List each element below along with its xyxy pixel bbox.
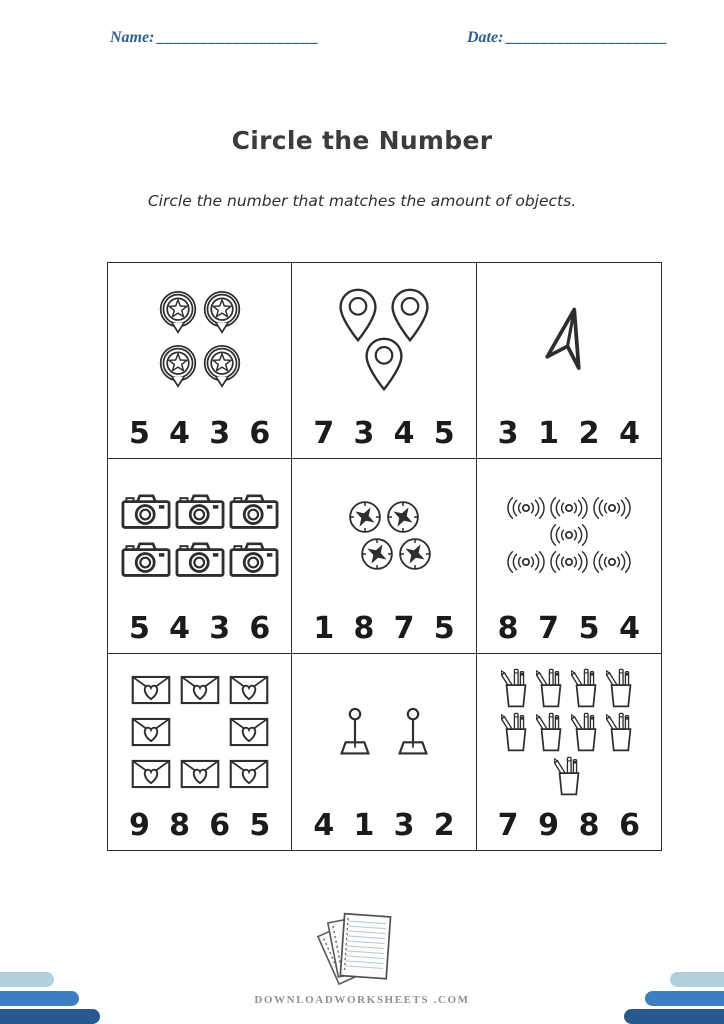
instruction-text: Circle the number that matches the amount of objects. xyxy=(147,192,577,210)
love-letter-icon xyxy=(180,759,220,789)
number-option[interactable]: 9 xyxy=(538,808,560,843)
puzzle-cell-5 xyxy=(292,459,476,655)
puzzle-cell-4 xyxy=(108,459,292,655)
star-pin-icon xyxy=(158,343,198,390)
love-letter-icon xyxy=(131,675,171,705)
compass-icon xyxy=(360,537,394,571)
number-option[interactable]: 6 xyxy=(249,415,271,451)
corner-bar-right-light xyxy=(670,972,724,987)
number-options xyxy=(116,611,283,647)
number-option[interactable]: 3 xyxy=(393,808,415,843)
number-option[interactable]: 4 xyxy=(393,415,415,451)
love-letter-group xyxy=(116,660,283,811)
stacked-papers-logo xyxy=(302,906,422,994)
compass-group xyxy=(300,465,467,615)
camera-icon xyxy=(175,540,225,578)
number-option[interactable]: 5 xyxy=(433,415,455,451)
date-label: Date: xyxy=(467,29,504,46)
number-option[interactable]: 4 xyxy=(169,611,191,647)
love-letter-icon xyxy=(131,717,171,747)
radio-signal-icon xyxy=(550,524,588,546)
number-options xyxy=(116,808,283,843)
star-pin-group xyxy=(116,269,283,419)
radio-signal-icon xyxy=(507,497,545,519)
camera-icon xyxy=(175,492,225,530)
number-option[interactable]: 5 xyxy=(249,808,271,843)
number-options xyxy=(300,808,467,843)
pencil-cup-icon xyxy=(571,711,601,752)
pencil-cup-icon xyxy=(606,667,636,708)
love-letter-icon xyxy=(229,717,269,747)
number-option[interactable]: 1 xyxy=(313,611,335,647)
camera-group xyxy=(116,465,283,615)
love-letter-icon xyxy=(180,675,220,705)
radio-signal-icon xyxy=(550,551,588,573)
camera-icon xyxy=(229,492,279,530)
number-options xyxy=(300,415,467,451)
number-option[interactable]: 5 xyxy=(578,611,600,647)
number-option[interactable]: 5 xyxy=(129,415,150,451)
number-options xyxy=(485,415,653,451)
puzzle-cell-3 xyxy=(477,263,661,459)
compass-icon xyxy=(386,500,420,534)
number-option[interactable]: 2 xyxy=(578,415,600,451)
number-options xyxy=(485,808,653,843)
number-option[interactable]: 1 xyxy=(538,415,560,451)
page-title: Circle the Number xyxy=(231,126,493,155)
date-blank-line[interactable]: ___________________ xyxy=(506,29,668,46)
number-option[interactable]: 1 xyxy=(353,808,375,843)
brand-text: DOWNLOADWORKSHEETS .COM xyxy=(254,994,470,1006)
number-option[interactable]: 7 xyxy=(393,611,415,647)
map-pin-group xyxy=(300,269,467,419)
camera-icon xyxy=(121,492,171,530)
radio-signal-icon xyxy=(507,551,545,573)
radio-signal-icon xyxy=(550,497,588,519)
number-option[interactable]: 4 xyxy=(313,808,335,843)
love-letter-icon xyxy=(131,759,171,789)
puzzle-grid xyxy=(107,262,662,851)
name-field xyxy=(110,29,319,47)
corner-bar-left-mid xyxy=(0,991,79,1006)
footer xyxy=(0,906,724,1006)
corner-bar-left-dark xyxy=(0,1009,100,1024)
number-option[interactable]: 8 xyxy=(169,808,191,843)
number-option[interactable]: 7 xyxy=(538,611,560,647)
corner-bar-left-light xyxy=(0,972,54,987)
number-option[interactable]: 7 xyxy=(313,415,335,451)
pencil-cup-group xyxy=(485,660,653,811)
pencil-cup-icon xyxy=(501,667,531,708)
marker-pin-group xyxy=(300,660,467,811)
number-option[interactable]: 3 xyxy=(497,415,519,451)
puzzle-cell-9 xyxy=(477,654,661,850)
star-pin-icon xyxy=(158,289,198,336)
number-options xyxy=(116,415,283,451)
marker-pin-icon xyxy=(337,707,373,757)
compass-icon xyxy=(398,537,432,571)
number-option[interactable]: 8 xyxy=(353,611,375,647)
pencil-cup-icon xyxy=(501,711,531,752)
number-option[interactable]: 6 xyxy=(619,808,640,843)
star-pin-icon xyxy=(202,289,242,336)
star-pin-icon xyxy=(202,343,242,390)
name-label: Name: xyxy=(110,29,155,46)
name-blank-line[interactable]: ___________________ xyxy=(157,29,319,46)
pencil-cup-icon xyxy=(536,667,566,708)
camera-icon xyxy=(121,540,171,578)
number-option[interactable]: 2 xyxy=(433,808,455,843)
compass-icon xyxy=(348,500,382,534)
number-options xyxy=(300,611,467,647)
puzzle-cell-6 xyxy=(477,459,661,655)
number-option[interactable]: 6 xyxy=(249,611,271,647)
love-letter-icon xyxy=(229,759,269,789)
puzzle-cell-1 xyxy=(108,263,292,459)
marker-pin-icon xyxy=(395,707,431,757)
corner-bar-right-dark xyxy=(624,1009,724,1024)
number-option[interactable]: 4 xyxy=(169,415,191,451)
camera-icon xyxy=(229,540,279,578)
radio-signal-icon xyxy=(593,551,631,573)
number-option[interactable]: 7 xyxy=(497,808,519,843)
number-option[interactable]: 3 xyxy=(209,415,231,451)
puzzle-cell-8 xyxy=(292,654,476,850)
number-option[interactable]: 4 xyxy=(619,611,640,647)
love-letter-icon xyxy=(229,675,269,705)
number-option[interactable]: 8 xyxy=(578,808,600,843)
number-option[interactable]: 5 xyxy=(129,611,150,647)
number-options xyxy=(485,611,653,647)
radio-signal-icon xyxy=(593,497,631,519)
number-option[interactable]: 3 xyxy=(209,611,231,647)
number-option[interactable]: 3 xyxy=(353,415,375,451)
puzzle-cell-7 xyxy=(108,654,292,850)
corner-bar-right-mid xyxy=(645,991,724,1006)
number-option[interactable]: 4 xyxy=(619,415,640,451)
number-option[interactable]: 8 xyxy=(497,611,519,647)
number-option[interactable]: 9 xyxy=(129,808,150,843)
pencil-cup-icon xyxy=(571,667,601,708)
puzzle-cell-2 xyxy=(292,263,476,459)
date-field xyxy=(467,29,668,47)
navigation-arrow-icon xyxy=(539,302,599,377)
pencil-cup-icon xyxy=(554,755,584,796)
number-option[interactable]: 6 xyxy=(209,808,231,843)
map-pin-icon xyxy=(362,336,406,393)
pencil-cup-icon xyxy=(536,711,566,752)
radio-signal-group xyxy=(485,465,653,615)
pencil-cup-icon xyxy=(606,711,636,752)
number-option[interactable]: 5 xyxy=(433,611,455,647)
navigation-arrow-group xyxy=(485,269,653,419)
